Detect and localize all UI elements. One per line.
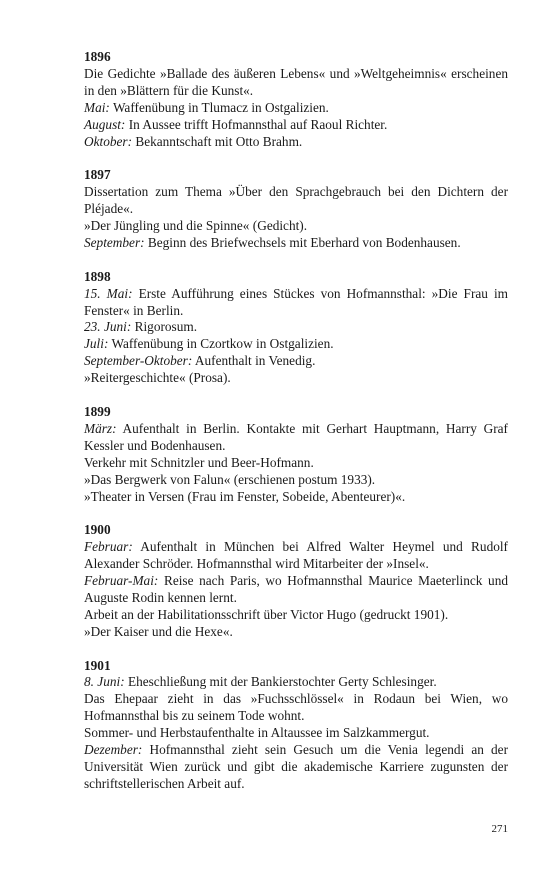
entry-text: Hofmannsthal zieht sein Gesuch um die Venia legendi an der Universität Wien zurück und gibt die akademische Karriere zugunsten der schriftstellerischen Arbeit auf.	[84, 742, 508, 791]
year-block	[84, 522, 508, 640]
chronology-entry	[84, 218, 508, 235]
chronology-entry	[84, 691, 508, 725]
chronology-entry	[84, 336, 508, 353]
chronology-entry	[84, 117, 508, 134]
entry-text: »Der Jüngling und die Spinne« (Gedicht).	[84, 218, 308, 234]
year-block	[84, 658, 508, 793]
year-block	[84, 49, 508, 150]
entry-text: Aufenthalt in München bei Alfred Walter Heymel und Rudolf Alexander Schröder. Hofmannsthal wird Mitarbeiter der »Insel«.	[84, 539, 508, 572]
entry-text: Dissertation zum Thema »Über den Sprachgebrauch bei den Dichtern der Pléjade«.	[84, 184, 508, 217]
entry-text: »Theater in Versen (Frau im Fenster, Sobeide, Abenteurer)«.	[84, 488, 406, 504]
entry-text: Das Ehepaar zieht in das »Fuchsschlössel« in Rodaun bei Wien, wo Hofmannsthal bis zu seinem Tode wohnt.	[84, 691, 508, 724]
chronology-entry	[84, 472, 508, 489]
entry-text: Reise nach Paris, wo Hofmannsthal Maurice Maeterlinck und Auguste Rodin kennen lernt.	[84, 573, 508, 605]
entry-text: In Aussee trifft Hofmannsthal auf Raoul Richter.	[125, 116, 388, 132]
page-number: 271	[491, 823, 508, 835]
year-heading: 1899	[84, 403, 111, 419]
chronology-entry	[84, 742, 508, 793]
entry-text: »Reitergeschichte« (Prosa).	[84, 370, 231, 386]
entry-date: 8. Juni:	[84, 674, 125, 690]
entry-text: Sommer- und Herbstaufenthalte in Altaussee im Salzkammergut.	[84, 725, 430, 741]
chronology	[84, 49, 508, 810]
chronology-entry	[84, 319, 508, 336]
entry-text: Rigorosum.	[131, 319, 198, 335]
entry-date: Mai:	[84, 99, 110, 115]
chronology-entry	[84, 235, 508, 252]
entry-date: 23. Juni:	[84, 319, 132, 335]
chronology-entry	[84, 624, 508, 641]
entry-text: Bekanntschaft mit Otto Brahm.	[132, 133, 303, 149]
entry-date: September-Oktober:	[84, 353, 193, 369]
entry-text: Arbeit an der Habilitationsschrift über Victor Hugo (gedruckt 1901).	[84, 606, 449, 622]
entry-text: Verkehr mit Schnitzler und Beer-Hofmann.	[84, 454, 314, 470]
entry-text: Aufenthalt in Berlin. Kontakte mit Gerhart Hauptmann, Harry Graf Kessler und Bodenhausen.	[84, 420, 508, 453]
entry-date: August:	[84, 116, 126, 132]
chronology-entry	[84, 607, 508, 624]
year-heading: 1897	[84, 167, 111, 183]
chronology-entry	[84, 370, 508, 387]
entry-text: Eheschließung mit der Bankierstochter Gerty Schlesinger.	[124, 674, 437, 690]
entry-date: Juli:	[84, 336, 109, 352]
chronology-entry	[84, 539, 508, 573]
chronology-entry	[84, 674, 508, 691]
entry-date: September:	[84, 234, 145, 250]
chronology-entry	[84, 100, 508, 117]
entry-text: Erste Aufführung eines Stückes von Hofmannsthal: »Die Frau im Fenster« in Berlin.	[84, 285, 509, 318]
chronology-entry	[84, 489, 508, 506]
year-heading: 1900	[84, 522, 111, 538]
entry-text: Waffenübung in Czortkow in Ostgalizien.	[108, 336, 334, 352]
entry-date: Februar:	[84, 539, 133, 555]
year-block	[84, 404, 508, 505]
entry-text: Waffenübung in Tlumacz in Ostgalizien.	[109, 99, 329, 115]
entry-date: Dezember:	[84, 742, 143, 758]
year-heading: 1901	[84, 657, 111, 673]
entry-text: Die Gedichte »Ballade des äußeren Lebens« und »Weltgeheimnis« erscheinen in den »Blättern für die Kunst«.	[84, 65, 508, 98]
chronology-entry	[84, 286, 508, 320]
year-heading: 1898	[84, 268, 111, 284]
chronology-entry	[84, 421, 508, 455]
chronology-entry	[84, 184, 508, 218]
entry-date: 15. Mai:	[84, 285, 133, 301]
entry-date: Oktober:	[84, 133, 132, 149]
year-heading: 1896	[84, 49, 111, 64]
chronology-entry	[84, 353, 508, 370]
chronology-entry	[84, 455, 508, 472]
entry-text: »Das Bergwerk von Falun« (erschienen postum 1933).	[84, 471, 376, 487]
year-block	[84, 167, 508, 252]
entry-date: März:	[84, 420, 117, 436]
chronology-entry	[84, 573, 508, 607]
entry-text: »Der Kaiser und die Hexe«.	[84, 623, 233, 639]
entry-text: Aufenthalt in Venedig.	[192, 353, 316, 369]
year-block	[84, 269, 508, 387]
entry-date: Februar-Mai:	[84, 573, 159, 589]
entry-text: Beginn des Briefwechsels mit Eberhard von Bodenhausen.	[144, 234, 461, 250]
chronology-entry	[84, 66, 508, 100]
chronology-entry	[84, 134, 508, 151]
chronology-entry	[84, 725, 508, 742]
